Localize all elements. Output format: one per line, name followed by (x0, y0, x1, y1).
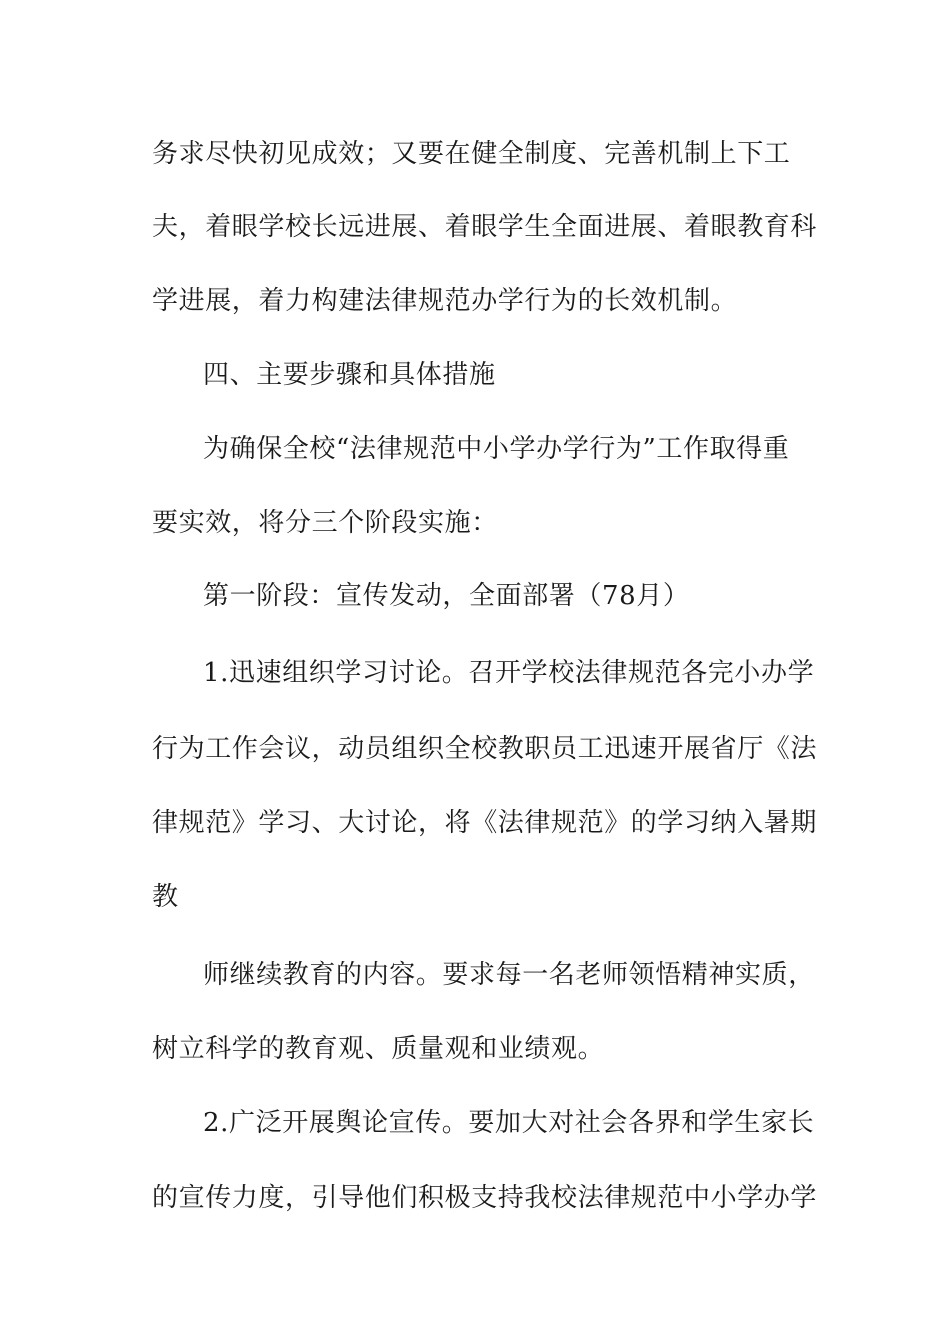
text-line: 学进展，着力构建法律规范办学行为的长效机制。 (152, 286, 738, 316)
text-line: 务求尽快初见成效；又要在健全制度、完善机制上下工 (152, 139, 791, 169)
text-line: 律规范》学习、大讨论，将《法律规范》的学习纳入暑期 (152, 808, 818, 838)
text-line: 师继续教育的内容。要求每一名老师领悟精神实质， (203, 960, 815, 990)
text-line: 的宣传力度，引导他们积极支持我校法律规范中小学办学 (152, 1183, 818, 1213)
text-line: 要实效，将分三个阶段实施： (152, 508, 498, 538)
text-line: 1.迅速组织学习讨论。召开学校法律规范各完小办学 (203, 658, 815, 688)
text-line: 教 (152, 882, 179, 912)
text-line: 行为工作会议，动员组织全校教职员工迅速开展省厅《法 (152, 734, 818, 764)
stage-heading: 第一阶段：宣传发动，全面部署（78月） (203, 581, 690, 611)
section-heading: 四、主要步骤和具体措施 (203, 360, 496, 390)
text-line: 为确保全校“法律规范中小学办学行为”工作取得重 (203, 434, 790, 464)
text-line: 2.广泛开展舆论宣传。要加大对社会各界和学生家长 (203, 1108, 815, 1138)
text-line: 夫，着眼学校长远进展、着眼学生全面进展、着眼教育科 (152, 212, 818, 242)
text-line: 树立科学的教育观、质量观和业绩观。 (152, 1034, 605, 1064)
